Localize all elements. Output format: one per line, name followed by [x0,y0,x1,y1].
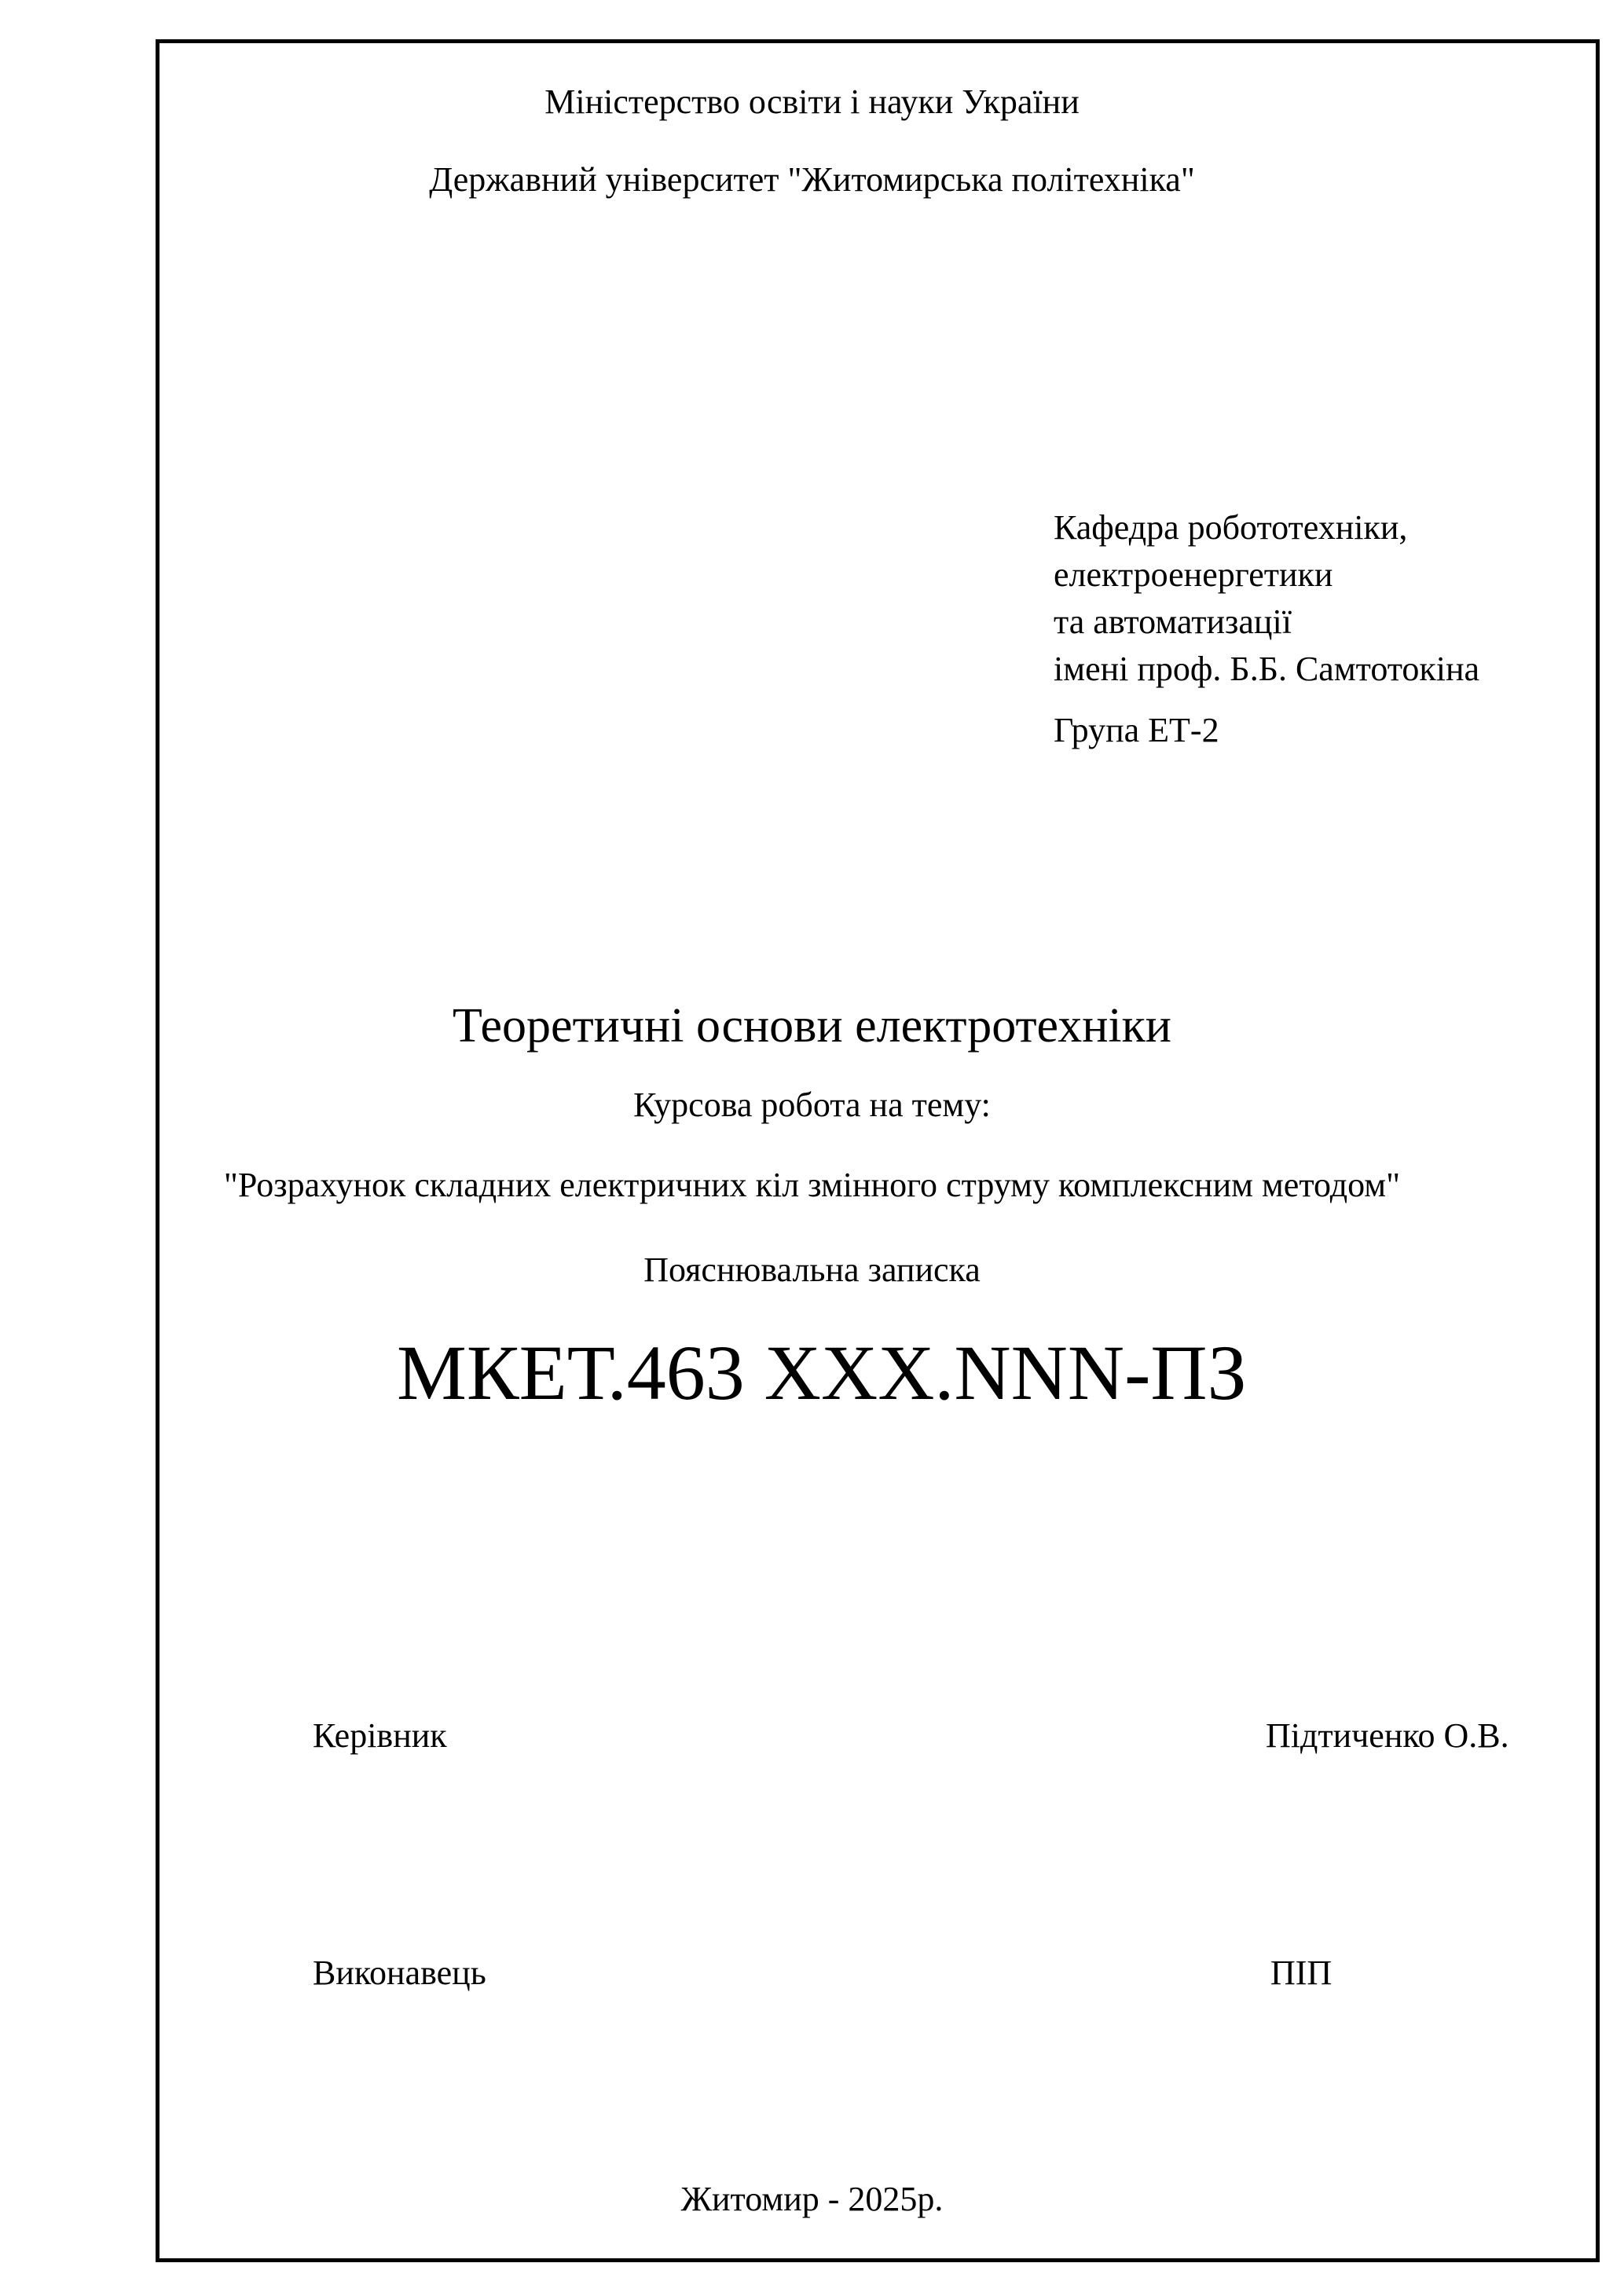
work-type: Курсова робота на тему: [633,1086,991,1124]
explanatory-note-label: Пояснювальна записка [643,1251,981,1289]
city-year: Житомир - 2025р. [680,2180,944,2218]
document-code: МКЕТ.463 XXX.NNN-ПЗ [397,1329,1247,1416]
page-border-frame [156,39,1600,2262]
university-title: Державний університет "Житомирська політехніка" [429,160,1195,199]
department-line-2: електроенергетики [1054,555,1333,594]
work-topic: "Розрахунок складних електричних кіл змінного струму комплексним методом" [223,1166,1401,1204]
executor-label: Виконавець [313,1954,486,1992]
department-line-1: Кафедра робототехніки, [1054,508,1408,547]
group-label: Група ЕТ-2 [1054,711,1219,749]
executor-name: ПІП [1270,1954,1333,1992]
subject-title: Теоретичні основи електротехніки [453,999,1171,1053]
department-line-3: та автоматизації [1054,602,1292,641]
department-line-4: імені проф. Б.Б. Самтотокіна [1054,650,1480,688]
supervisor-label: Керівник [313,1716,447,1755]
ministry-title: Міністерство освіти і науки України [544,82,1080,121]
supervisor-name: Підтиченко О.В. [1266,1716,1509,1755]
